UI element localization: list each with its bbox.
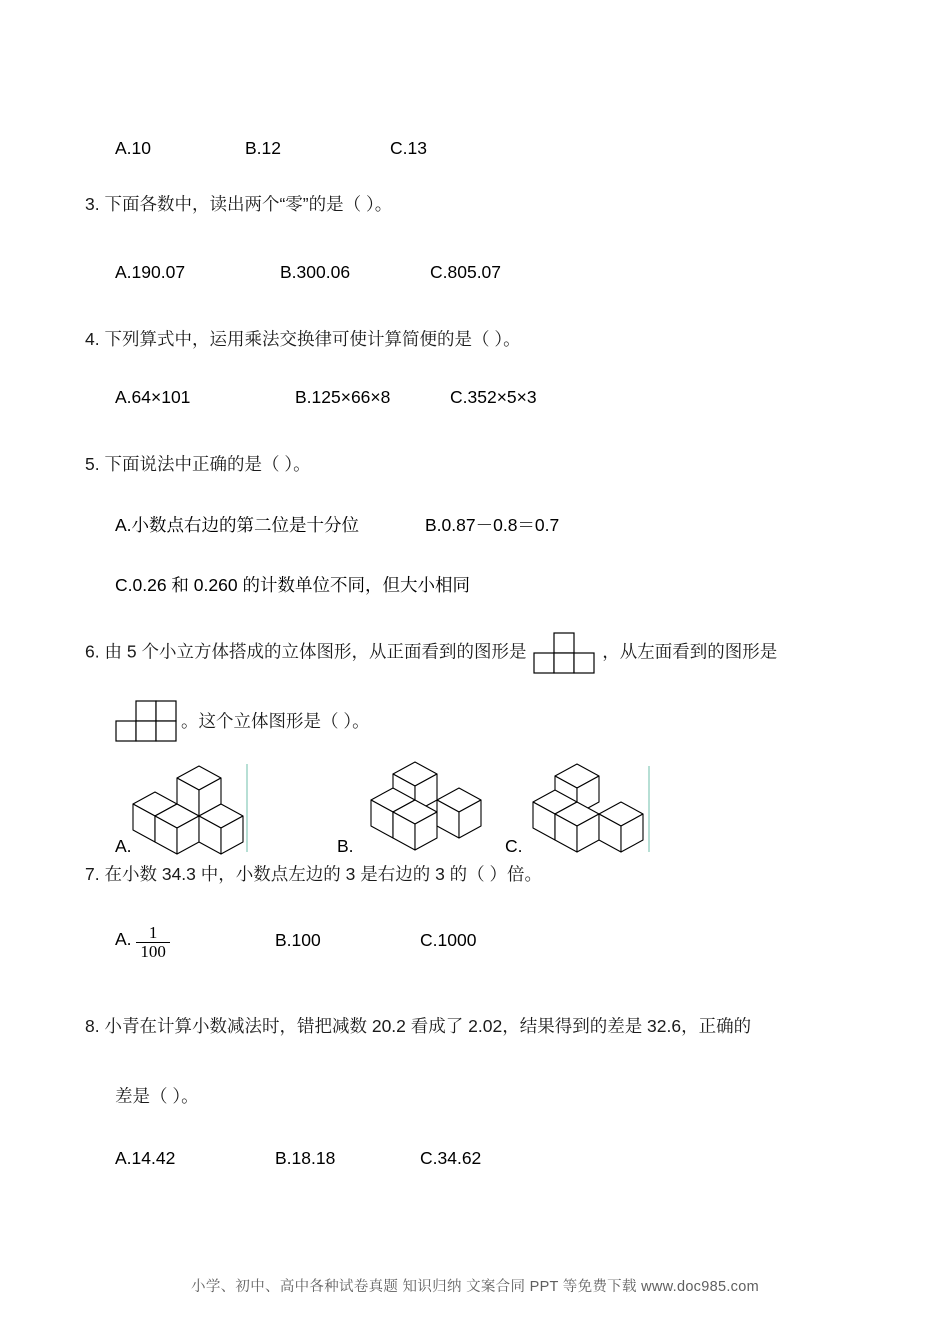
question-6-text-part1: 由 5 个小立方体搭成的立体图形，从正面看到的图形是 xyxy=(104,641,527,662)
option-c: C.805.07 xyxy=(430,262,502,282)
question-5-options-row2 xyxy=(115,572,905,597)
option-a: A.190.07 xyxy=(115,262,186,282)
option-a xyxy=(115,922,275,959)
question-4-text: 下列算式中，运用乘法交换律可使计算简便的是（ ）。 xyxy=(104,329,521,349)
option-c: C.13 xyxy=(390,138,427,158)
question-5-stem xyxy=(85,450,875,478)
question-8-text-line2: 差是（ ）。 xyxy=(115,1086,199,1106)
front-view-shape xyxy=(533,632,595,674)
option-a-label: A. xyxy=(115,836,132,856)
question-3-text: 下面各数中，读出两个“零”的是（ ）。 xyxy=(104,194,393,214)
question-5-number: 5. xyxy=(85,454,100,474)
option-c: C.0.26 和 0.260 的计数单位不同，但大小相同 xyxy=(115,575,470,595)
question-8-options xyxy=(115,1148,905,1169)
question-7-options xyxy=(115,922,905,959)
option-b: B.125×66×8 xyxy=(295,387,391,407)
page-footer: 小学、初中、高中各种试卷真题 知识归纳 文案合同 PPT 等免费下载 www.doc985.com xyxy=(191,1279,759,1295)
question-7-number: 7. xyxy=(85,864,100,884)
question-3-number: 3. xyxy=(85,194,100,214)
option-a: A.10 xyxy=(115,138,151,158)
question-5-text: 下面说法中正确的是（ ）。 xyxy=(104,454,311,474)
question-6-stem-line2 xyxy=(115,700,915,742)
question-3-options xyxy=(115,262,905,283)
question-8-stem-line1 xyxy=(85,1012,885,1040)
option-b: B.18.18 xyxy=(275,1148,336,1168)
option-c: C.352×5×3 xyxy=(450,387,537,407)
question-6-text-part3: 。这个立体图形是（ ）。 xyxy=(181,711,370,731)
option-b: B.300.06 xyxy=(280,262,351,282)
question-6-number: 6. xyxy=(85,641,100,662)
option-a-figure xyxy=(115,760,260,855)
option-a-label: A. xyxy=(115,928,132,949)
fraction-numerator: 1 xyxy=(148,923,158,942)
option-a: A.64×101 xyxy=(115,387,191,407)
option-a: A.小数点右边的第二位是十分位 xyxy=(115,515,360,535)
question-6-text-part2: ，从左面看到的图形是 xyxy=(602,641,778,662)
option-a: A.14.42 xyxy=(115,1148,176,1168)
option-c: C.1000 xyxy=(420,929,477,950)
option-c-label: C. xyxy=(505,836,523,856)
question-4-options xyxy=(115,387,905,408)
option-c: C.34.62 xyxy=(420,1148,482,1168)
fraction-one-hundredth xyxy=(136,924,170,961)
left-view-shape xyxy=(115,700,177,742)
question-5-options-row1 xyxy=(115,512,905,537)
option-b-label: B. xyxy=(337,836,354,856)
question-2-options xyxy=(115,138,875,159)
option-b: B.0.87－0.8＝0.7 xyxy=(425,515,560,535)
option-b: B.100 xyxy=(275,929,321,950)
option-c-figure xyxy=(513,760,663,855)
question-7-text: 在小数 34.3 中，小数点左边的 3 是右边的 3 的（ ）倍。 xyxy=(104,864,543,884)
fraction-denominator: 100 xyxy=(136,942,170,961)
question-6-options xyxy=(115,760,915,860)
question-3-stem xyxy=(85,190,875,218)
question-8-stem-line2 xyxy=(115,1082,915,1110)
question-4-stem xyxy=(85,325,875,353)
option-b-figure xyxy=(345,760,495,855)
question-8-number: 8. xyxy=(85,1016,100,1036)
question-4-number: 4. xyxy=(85,329,100,349)
question-7-stem xyxy=(85,860,875,888)
option-b: B.12 xyxy=(245,138,281,158)
question-8-text-line1: 小青在计算小数减法时，错把减数 20.2 看成了 2.02，结果得到的差是 32.6，正确的 xyxy=(104,1016,752,1036)
question-6-stem-line1 xyxy=(85,632,885,674)
